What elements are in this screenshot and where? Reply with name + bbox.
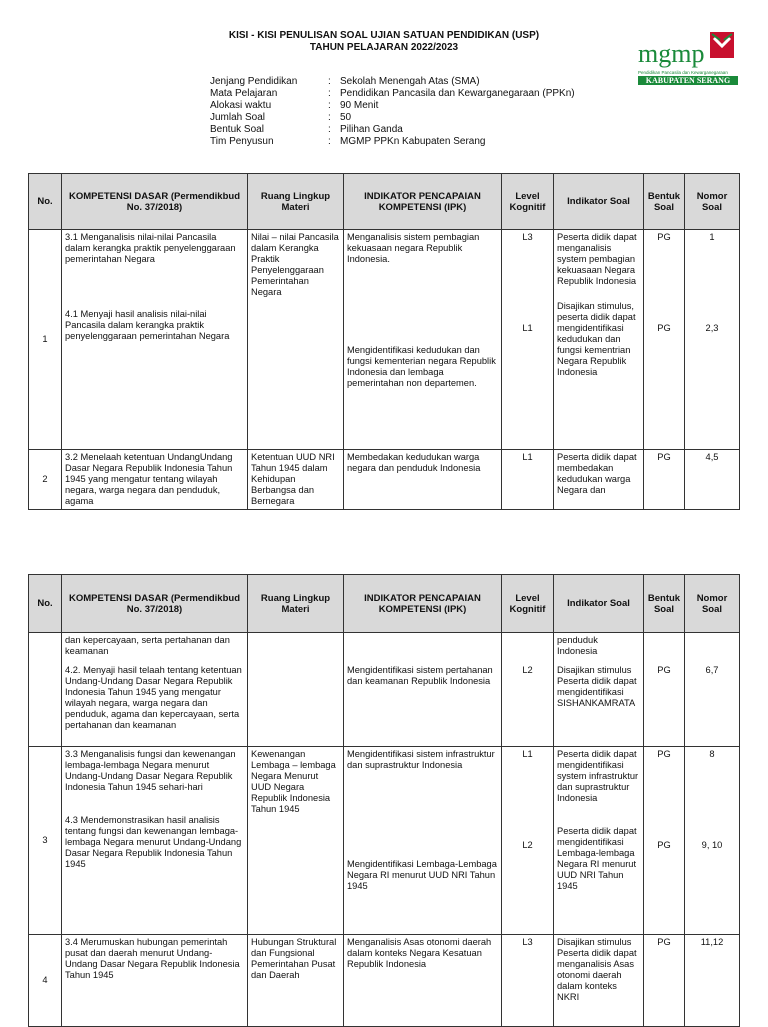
info-value: MGMP PPKn Kabupaten Serang (340, 136, 486, 147)
info-value: Pilihan Ganda (340, 124, 403, 135)
bentuk-text: PG (657, 323, 671, 333)
info-row (210, 112, 575, 124)
info-separator: : (328, 76, 331, 87)
table-row (29, 230, 740, 450)
table-row (29, 633, 740, 747)
nomor-cell: 11,12 (685, 935, 740, 1027)
row-number: 2 (29, 450, 62, 510)
bentuk-text: PG (657, 232, 671, 242)
kd-text: 4.2. Menyaji hasil telaah tentang ketentuan Undang-Undang Dasar Negara Republik Indonesia Tahun 1945 yang mengatur wilayah negara, warga negara dan penduduk, agama dan kepercayaan, serta pertahanan dan keamanan (65, 665, 242, 730)
info-label: Bentuk Soal (210, 124, 264, 135)
ruang-lingkup-cell: Nilai – nilai Pancasila dalam Kerangka Praktik Penyelenggaraan Pemerintahan Negara (248, 230, 344, 450)
ipk-text: Mengidentifikasi Lembaga-Lembaga Negara RI menurut UUD NRI Tahun 1945 (347, 859, 497, 891)
ipk-cell (344, 633, 502, 747)
ipk-text: Menganalisis sistem pembagian kekuasaan negara Republik Indonesia. (347, 232, 480, 264)
bentuk-text: PG (657, 840, 671, 850)
bentuk-cell: PG (644, 935, 685, 1027)
ipk-cell (344, 747, 502, 935)
col-header-indikator-soal: Indikator Soal (554, 575, 644, 633)
document-title-line2: TAHUN PELAJARAN 2022/2023 (309, 42, 459, 53)
col-header-ipk: INDIKATOR PENCAPAIAN KOMPETENSI (IPK) (344, 575, 502, 633)
info-separator: : (328, 136, 331, 147)
logo-subtitle: Pendidikan Pancasila dan Kewarganegaraan (638, 70, 728, 75)
nomor-text: 2,3 (705, 323, 719, 333)
info-value: Pendidikan Pancasila dan Kewarganegaraan (PPKn) (340, 88, 575, 99)
ruang-lingkup-cell: Kewenangan Lembaga – lembaga Negara Menurut UUD Negara Republik Indonesia Tahun 1945 (248, 747, 344, 935)
table-row (29, 747, 740, 935)
indikator-text: Disajikan stimulus Peserta didik dapat mengidentifikasi SISHANKAMRATA (557, 665, 637, 708)
level-text: L1 (522, 749, 533, 759)
nomor-text: 9, 10 (701, 840, 723, 850)
kd-cell: 3.2 Menelaah ketentuan UndangUndang Dasar Negara Republik Indonesia Tahun 1945 yang mengatur tentang wilayah negara, warga negara dan penduduk, agama (62, 450, 248, 510)
nomor-cell: 4,5 (685, 450, 740, 510)
bentuk-cell (644, 633, 685, 747)
info-label: Jenjang Pendidikan (210, 76, 298, 87)
nomor-text: 1 (709, 232, 715, 242)
kd-text: 3.3 Menganalisis fungsi dan kewenangan lembaga-lembaga Negara menurut Undang-Undang Dasar Negara Republik Indonesia Tahun 1945 sehari-hari (65, 749, 236, 792)
row-number (29, 633, 62, 747)
table-row (29, 450, 740, 510)
info-row (210, 100, 575, 112)
row-number: 1 (29, 230, 62, 450)
col-header-ruang-lingkup: Ruang Lingkup Materi (248, 174, 344, 230)
col-header-bentuk-soal: Bentuk Soal (644, 174, 685, 230)
info-row (210, 88, 575, 100)
table-header-row (29, 174, 740, 230)
info-label: Mata Pelajaran (210, 88, 278, 99)
info-separator: : (328, 112, 331, 123)
ipk-cell: Menganalisis Asas otonomi daerah dalam konteks Negara Kesatuan Republik Indonesia (344, 935, 502, 1027)
level-text: L2 (522, 665, 533, 675)
row-number: 4 (29, 935, 62, 1027)
nomor-text: 6,7 (705, 665, 719, 675)
exam-info (210, 76, 575, 148)
col-header-ipk: INDIKATOR PENCAPAIAN KOMPETENSI (IPK) (344, 174, 502, 230)
info-label: Alokasi waktu (210, 100, 272, 111)
level-text: L1 (522, 323, 533, 333)
level-cell (502, 747, 554, 935)
ipk-text: Mengidentifikasi sistem pertahanan dan keamanan Republik Indonesia (347, 665, 493, 686)
indikator-text: Peserta didik dapat menganalisis system pembagian kekuasaan Negara Republik Indonesia (557, 232, 637, 286)
info-value: Sekolah Menengah Atas (SMA) (340, 76, 480, 87)
table-row (29, 935, 740, 1027)
info-separator: : (328, 100, 331, 111)
level-cell: L1 (502, 450, 554, 510)
info-row (210, 136, 575, 148)
col-header-level: Level Kognitif (502, 575, 554, 633)
indikator-text: penduduk Indonesia (557, 635, 598, 656)
indikator-cell: Disajikan stimulus Peserta didik dapat menganalisis Asas otonomi daerah dalam konteks NKRI (554, 935, 644, 1027)
nomor-text: 8 (709, 749, 715, 759)
svg-text:mgmp: mgmp (638, 39, 705, 68)
table-header-row (29, 575, 740, 633)
indikator-text: Peserta didik dapat mengidentifikasi Lembaga-lembaga Negara RI menurut UUD NRI Tahun 1945 (557, 826, 637, 891)
col-header-no: No. (29, 174, 62, 230)
col-header-kompetensi-dasar: KOMPETENSI DASAR (Permendikbud No. 37/2018) (62, 174, 248, 230)
kd-text: 4.3 Mendemonstrasikan hasil analisis tentang fungsi dan kewenangan lembaga-lembaga Negara menurut Undang-Undang Dasar Negara Republik Indonesia Tahun 1945 (65, 815, 242, 869)
col-header-ruang-lingkup: Ruang Lingkup Materi (248, 575, 344, 633)
bentuk-cell: PG (644, 450, 685, 510)
level-text: L3 (522, 232, 533, 242)
kd-text: 4.1 Menyaji hasil analisis nilai-nilai Pancasila dalam kerangka praktik penyelenggaraan pemerintahan Negara (65, 309, 230, 341)
indikator-cell: Peserta didik dapat membedakan kedudukan warga Negara dan (554, 450, 644, 510)
kd-text: 3.1 Menganalisis nilai-nilai Pancasila dalam kerangka praktik penyelenggaraan pemerintahan Negara (65, 232, 236, 264)
info-separator: : (328, 88, 331, 99)
indikator-text: Peserta didik dapat mengidentifikasi system infrastruktur dan suprastruktur Indonesia (557, 749, 639, 803)
level-cell (502, 633, 554, 747)
ruang-lingkup-cell: Ketentuan UUD NRI Tahun 1945 dalam Kehidupan Berbangsa dan Bernegara (248, 450, 344, 510)
indikator-cell (554, 230, 644, 450)
ipk-text: Mengidentifikasi sistem infrastruktur dan suprastruktur Indonesia (347, 749, 495, 770)
col-header-kompetensi-dasar: KOMPETENSI DASAR (Permendikbud No. 37/2018) (62, 575, 248, 633)
level-cell: L3 (502, 935, 554, 1027)
kd-cell: 3.4 Merumuskan hubungan pemerintah pusat dan daerah menurut Undang-Undang Dasar Negara Republik Indonesia Tahun 1945 (62, 935, 248, 1027)
mgmp-logo (638, 28, 738, 86)
nomor-cell (685, 230, 740, 450)
indikator-cell (554, 747, 644, 935)
info-label: Jumlah Soal (210, 112, 266, 123)
info-value: 50 (340, 112, 352, 123)
nomor-cell (685, 633, 740, 747)
col-header-nomor-soal: Nomor Soal (685, 575, 740, 633)
info-value: 90 Menit (340, 100, 379, 111)
nomor-cell (685, 747, 740, 935)
ipk-cell: Membedakan kedudukan warga negara dan penduduk Indonesia (344, 450, 502, 510)
info-separator: : (328, 124, 331, 135)
ruang-lingkup-cell (248, 633, 344, 747)
info-label: Tim Penyusun (210, 136, 274, 147)
kd-cell (62, 747, 248, 935)
info-row (210, 124, 575, 136)
kd-cell (62, 230, 248, 450)
bentuk-cell (644, 747, 685, 935)
bentuk-cell (644, 230, 685, 450)
document-title-line1: KISI - KISI PENULISAN SOAL UJIAN SATUAN PENDIDIKAN (USP) (228, 30, 540, 41)
col-header-nomor-soal: Nomor Soal (685, 174, 740, 230)
info-row (210, 76, 575, 88)
bentuk-text: PG (657, 749, 671, 759)
indikator-text: Disajikan stimulus, peserta didik dapat mengidentifikasi kedudukan dan fungsi kementrian Negara Republik Indonesia (557, 301, 636, 377)
col-header-indikator-soal: Indikator Soal (554, 174, 644, 230)
kisi-kisi-table-page1 (28, 173, 740, 510)
col-header-bentuk-soal: Bentuk Soal (644, 575, 685, 633)
kisi-kisi-table-page2 (28, 574, 740, 1027)
logo-region: KABUPATEN SERANG (638, 76, 738, 85)
row-number: 3 (29, 747, 62, 935)
indikator-cell (554, 633, 644, 747)
kd-text: dan kepercayaan, serta pertahanan dan keamanan (65, 635, 230, 656)
col-header-level: Level Kognitif (502, 174, 554, 230)
col-header-no: No. (29, 575, 62, 633)
ipk-text: Mengidentifikasi kedudukan dan fungsi kementerian negara Republik Indonesia dan lembaga pemerintahan non departemen. (347, 345, 496, 388)
bentuk-text: PG (657, 665, 671, 675)
kd-cell (62, 633, 248, 747)
level-text: L2 (522, 840, 533, 850)
ruang-lingkup-cell: Hubungan Struktural dan Fungsional Pemerintahan Pusat dan Daerah (248, 935, 344, 1027)
ipk-cell (344, 230, 502, 450)
level-cell (502, 230, 554, 450)
